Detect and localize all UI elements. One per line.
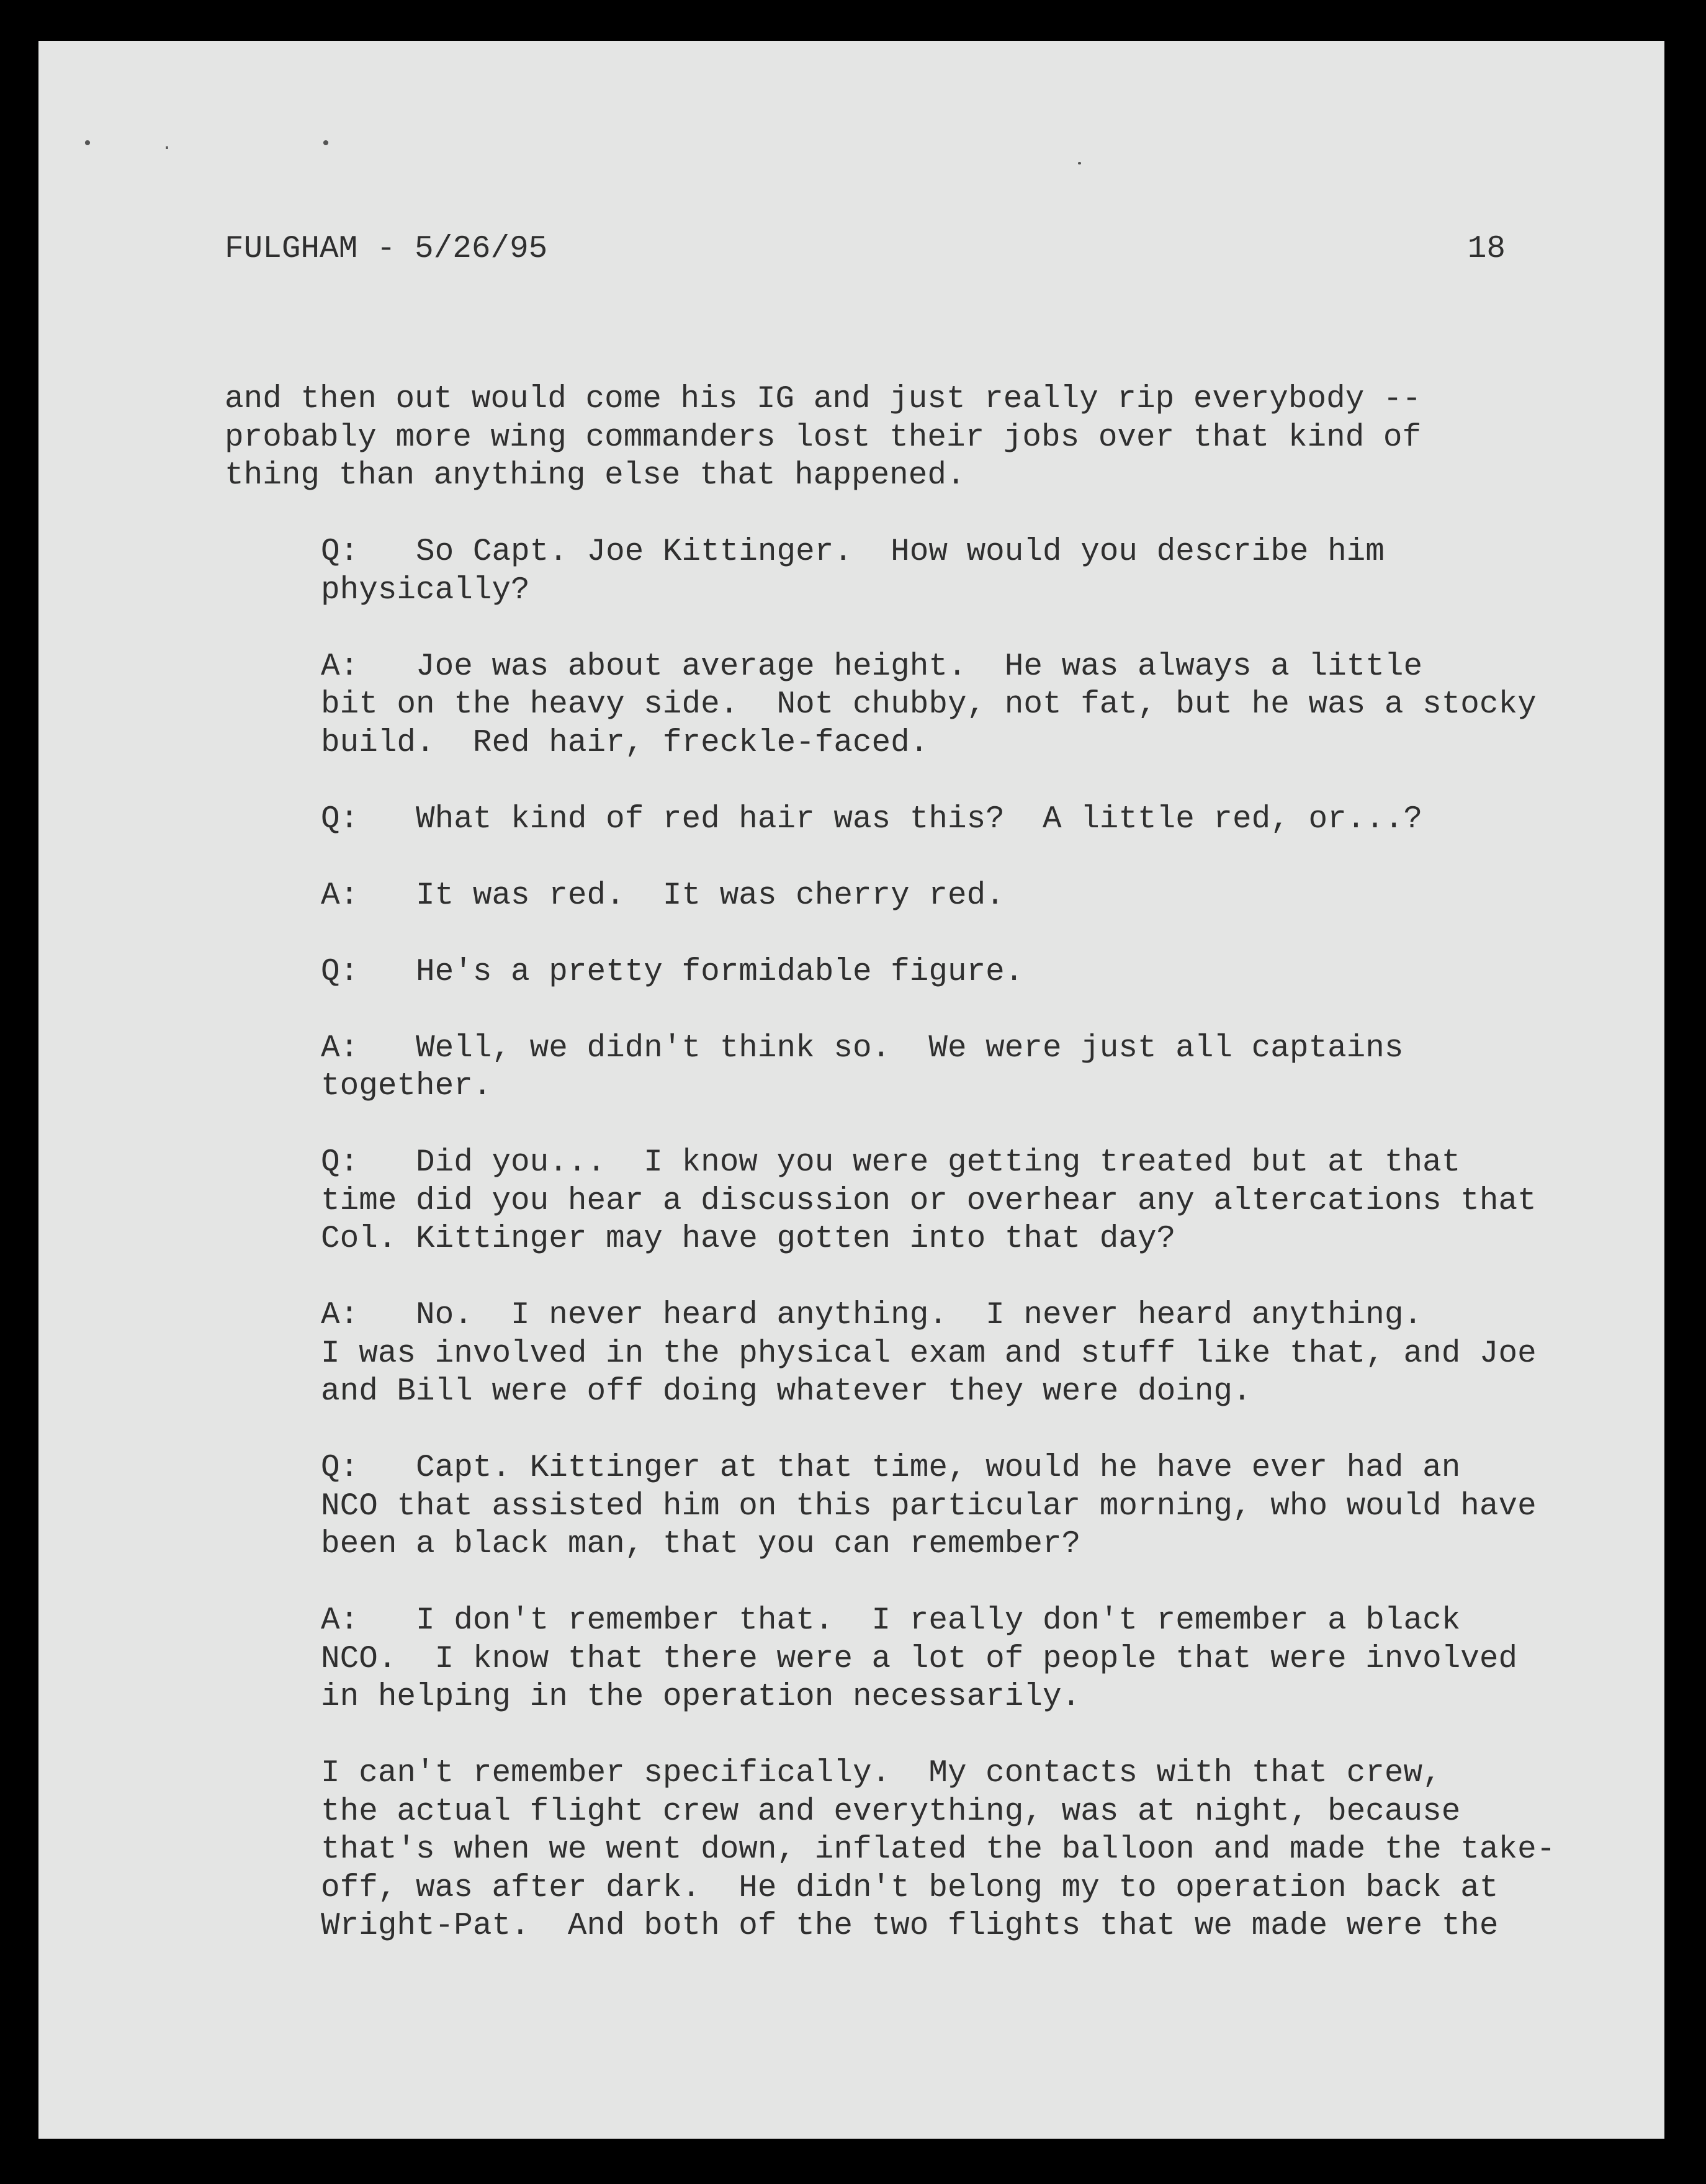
text-line: A: Well, we didn't think so. We were just all captains xyxy=(321,1030,1404,1066)
transcript-paragraph xyxy=(225,1449,1537,1564)
text-line: I can't remember specifically. My contacts with that crew, xyxy=(321,1756,1442,1791)
text-line: in helping in the operation necessarily. xyxy=(321,1679,1081,1715)
text-line: been a black man, that you can remember? xyxy=(321,1527,1081,1562)
text-line: Q: Capt. Kittinger at that time, would he have ever had an xyxy=(321,1450,1461,1486)
transcript-body xyxy=(225,380,1556,1984)
text-line: and then out would come his IG and just really rip everybody -- xyxy=(225,382,1422,417)
text-line: I was involved in the physical exam and stuff like that, and Joe xyxy=(321,1336,1537,1372)
text-line: A: I don't remember that. I really don't remember a black xyxy=(321,1603,1461,1638)
text-line: thing than anything else that happened. xyxy=(225,458,966,493)
text-line: A: It was red. It was cherry red. xyxy=(321,878,1005,914)
scan-speck xyxy=(1078,162,1081,164)
text-line: Q: Did you... I know you were getting treated but at that xyxy=(321,1145,1461,1180)
transcript-paragraph xyxy=(225,801,1522,839)
text-line: probably more wing commanders lost their jobs over that kind of xyxy=(225,420,1422,456)
text-line: bit on the heavy side. Not chubby, not fat, but he was a stocky xyxy=(321,687,1537,722)
transcript-paragraph xyxy=(225,380,1522,495)
text-line: Q: What kind of red hair was this? A little red, or...? xyxy=(321,801,1423,837)
text-line: the actual flight crew and everything, was at night, because xyxy=(321,1794,1461,1830)
text-line: NCO. I know that there were a lot of people that were involved xyxy=(321,1641,1518,1677)
text-line: physically? xyxy=(321,572,530,608)
transcript-paragraph xyxy=(225,533,1522,609)
text-line: A: No. I never heard anything. I never heard anything. xyxy=(321,1298,1423,1333)
text-line: together. xyxy=(321,1069,492,1104)
text-line: that's when we went down, inflated the balloon and made the take- xyxy=(321,1832,1556,1867)
text-line: time did you hear a discussion or overhear any altercations that xyxy=(321,1183,1537,1219)
text-line: build. Red hair, freckle-faced. xyxy=(321,725,929,761)
page-header xyxy=(225,231,1506,268)
transcript-paragraph xyxy=(225,1144,1537,1259)
text-line: Col. Kittinger may have gotten into that day? xyxy=(321,1221,1176,1257)
transcript-paragraph xyxy=(225,953,1522,992)
transcript-paragraph xyxy=(225,877,1522,915)
text-line: and Bill were off doing whatever they were doing. xyxy=(321,1374,1252,1409)
scan-specks: •. • xyxy=(82,134,400,155)
text-line: Wright-Pat. And both of the two flights that we made were the xyxy=(321,1908,1499,1944)
text-line: Q: He's a pretty formidable figure. xyxy=(321,954,1024,990)
document-page xyxy=(38,41,1664,2139)
page-number: 18 xyxy=(1467,231,1506,267)
transcript-paragraph xyxy=(225,1602,1522,1717)
text-line: A: Joe was about average height. He was always a little xyxy=(321,649,1423,685)
header-title: FULGHAM - 5/26/95 xyxy=(225,231,548,267)
transcript-paragraph xyxy=(225,1030,1522,1106)
text-line: Q: So Capt. Joe Kittinger. How would you describe him xyxy=(321,534,1385,570)
text-line: off, was after dark. He didn't belong my to operation back at xyxy=(321,1870,1499,1906)
transcript-paragraph xyxy=(225,1755,1556,1946)
transcript-paragraph xyxy=(225,1296,1537,1411)
transcript-paragraph xyxy=(225,648,1537,763)
text-line: NCO that assisted him on this particular morning, who would have xyxy=(321,1488,1537,1524)
